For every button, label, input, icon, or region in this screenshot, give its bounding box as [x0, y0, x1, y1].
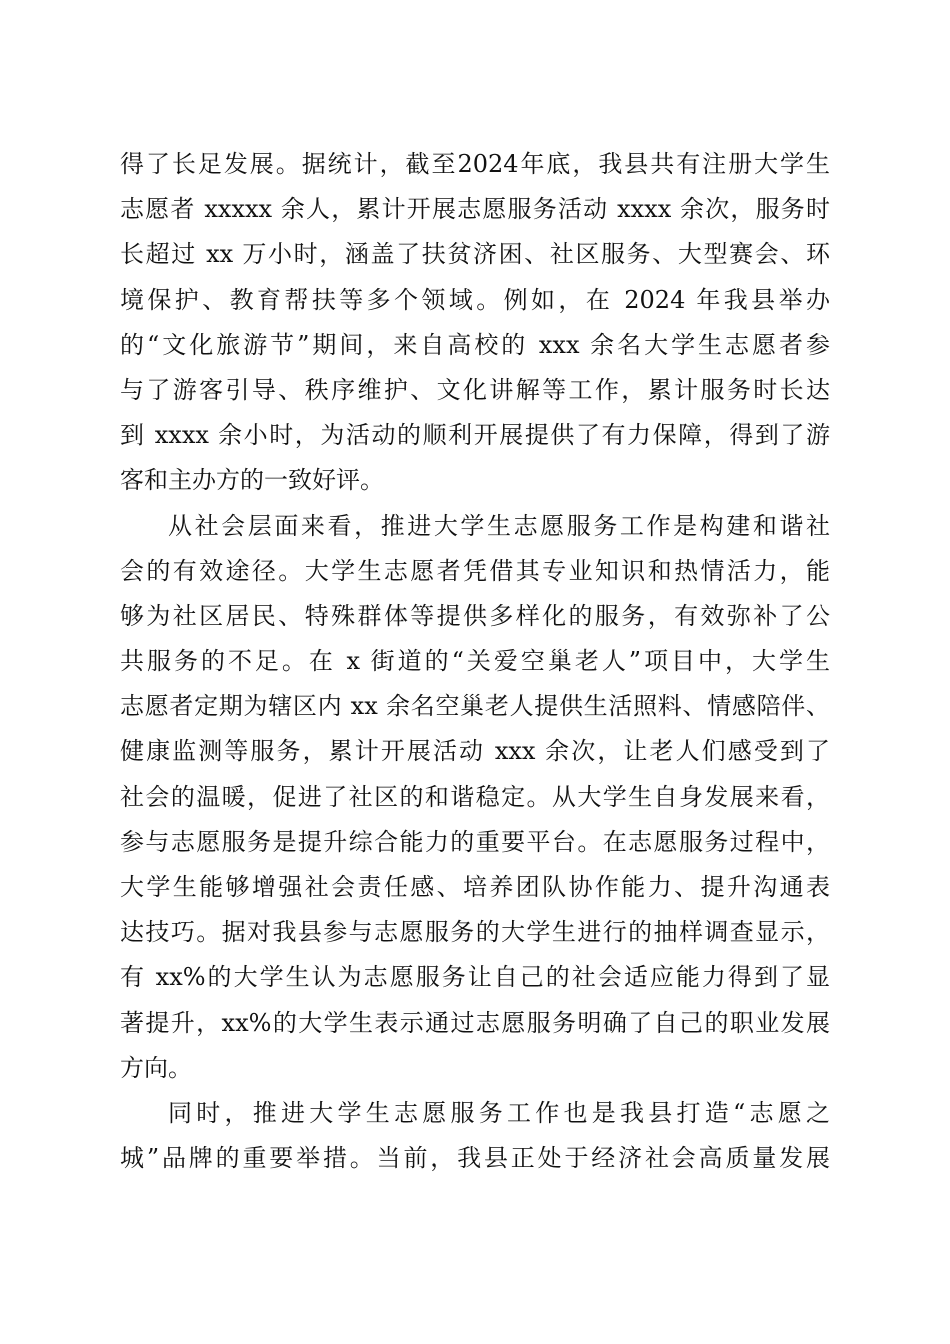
text-line: 达技巧。据对我县参与志愿服务的大学生进行的抽样调查显示，	[120, 918, 830, 947]
text-line: 得了长足发展。据统计，截至2024年底，我县共有注册大学生	[120, 150, 830, 178]
paragraph-3	[120, 1091, 830, 1181]
text-line: 到 xxxx 余小时，为活动的顺利开展提供了有力保障，得到了游	[120, 421, 830, 450]
text-line: 志愿者 xxxxx 余人，累计开展志愿服务活动 xxxx 余次，服务时	[120, 195, 830, 224]
text-line: 与了游客引导、秩序维护、文化讲解等工作，累计服务时长达	[120, 375, 830, 404]
text-line: 方向。	[120, 1053, 192, 1082]
text-line: 著提升，xx%的大学生表示通过志愿服务明确了自己的职业发展	[120, 1008, 830, 1037]
text-line: 的“文化旅游节”期间，来自高校的 xxx 余名大学生志愿者参	[120, 330, 830, 359]
text-line: 健康监测等服务，累计开展活动 xxx 余次，让老人们感受到了	[120, 737, 830, 766]
text-line: 社会的温暖，促进了社区的和谐稳定。从大学生自身发展来看，	[120, 782, 830, 811]
text-line: 城”品牌的重要举措。当前，我县正处于经济社会高质量发展	[120, 1144, 830, 1173]
text-line: 有 xx%的大学生认为志愿服务让自己的社会适应能力得到了显	[120, 963, 830, 992]
text-line: 同时，推进大学生志愿服务工作也是我县打造“志愿之	[168, 1098, 830, 1127]
text-line: 长超过 xx 万小时，涵盖了扶贫济困、社区服务、大型赛会、环	[120, 240, 830, 269]
text-line: 大学生能够增强社会责任感、培养团队协作能力、提升沟通表	[120, 873, 830, 901]
text-line: 共服务的不足。在 x 街道的“关爱空巢老人”项目中，大学生	[120, 647, 830, 676]
text-line: 会的有效途径。大学生志愿者凭借其专业知识和热情活力，能	[120, 556, 830, 585]
text-line: 参与志愿服务是提升综合能力的重要平台。在志愿服务过程中，	[120, 827, 830, 856]
document-page	[120, 142, 830, 1181]
text-line: 够为社区居民、特殊群体等提供多样化的服务，有效弥补了公	[120, 601, 830, 630]
text-line: 客和主办方的一致好评。	[120, 466, 384, 495]
paragraph-2	[120, 504, 830, 1091]
paragraph-1	[120, 142, 830, 504]
text-line: 境保护、教育帮扶等多个领域。例如，在 2024 年我县举办	[120, 285, 830, 314]
text-line: 志愿者定期为辖区内 xx 余名空巢老人提供生活照料、情感陪伴、	[120, 692, 830, 721]
text-line: 从社会层面来看，推进大学生志愿服务工作是构建和谐社	[168, 511, 830, 540]
